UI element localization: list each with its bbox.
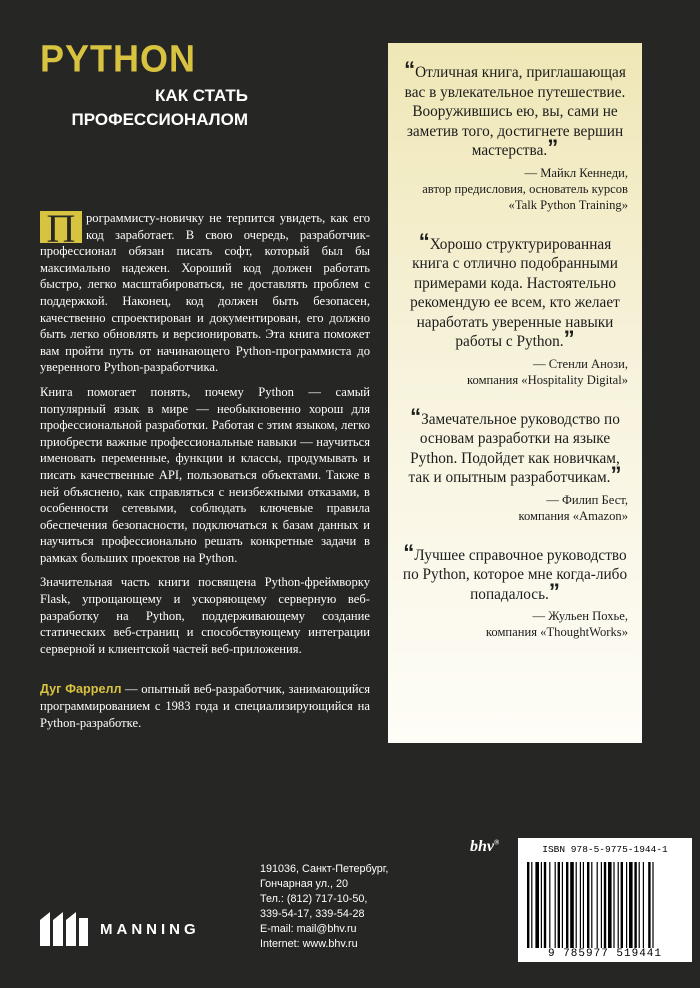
manning-logo-icon: [40, 912, 88, 946]
barcode-bar: [562, 862, 563, 948]
description-p1-text: рограммисту-новичку не терпится увидеть, как его код заработает. В свою очередь, разработчик-профессионал обязан писать софт, который был бы максимально надежен. Хороший код должен работать быстро, легко масштабироваться, не доставлять проблем с поддержкой. Наконец, код должен быть безопасен, качественно спроектирован и документирован, его должно быть легко обновлять и версионировать. Эта книга поможет вам пройти путь от начинающего Python-программиста до уверенного Python-разработчика.: [40, 211, 370, 375]
barcode-bar: [535, 862, 539, 948]
description-paragraph-2: Книга помогает понять, почему Python — самый популярный язык в мире — необыкновенно хорош для профессиональной разработки. Работая с этим языком, легко приобрести важные профессиональные навыки — научиться именовать переменные, функции и классы, продумывать и писать качественные API, пользоваться объектами. Также в ней объяснено, как справляться с неизбежными отказами, в особенности сетевыми, соблюдать ключевые правила обеспечения безопасности, подключаться к базам данных и научиться профессионально решать конкретные задачи в рамках больших проектов на Python.: [40, 384, 370, 565]
review-text: [402, 228, 628, 352]
barcode-bar: [587, 862, 589, 948]
open-quote-mark: “: [418, 228, 430, 254]
barcode-bar: [618, 862, 619, 948]
barcode-bar: [608, 862, 612, 948]
subtitle-line-1: КАК СТАТЬ: [155, 86, 248, 105]
review-source: [402, 165, 628, 213]
bhv-logo-text: bhv: [470, 838, 494, 855]
barcode-bar: [591, 862, 592, 948]
review-author-detail: компания «Amazon»: [518, 508, 628, 523]
barcode-bar: [621, 862, 623, 948]
barcode-bar: [613, 862, 614, 948]
review-text-body: Замечательное руководство по основам разработки на языке Python. Подойдет как новичкам, так и опытным разработчикам.: [408, 410, 620, 486]
close-quote-mark: ”: [610, 462, 622, 487]
barcode-bar: [531, 862, 532, 948]
book-description: [40, 206, 370, 739]
publisher-website: Internet: www.bhv.ru: [260, 938, 358, 950]
title-block: [40, 38, 250, 132]
author-paragraph: [40, 681, 370, 731]
barcode-bar: [639, 862, 640, 948]
open-quote-mark: “: [403, 539, 415, 565]
barcode-bar: [580, 862, 581, 948]
barcode-bar: [626, 862, 627, 948]
review-quote: [402, 57, 628, 213]
reviews-panel: [388, 43, 642, 743]
publisher-address: [260, 862, 410, 952]
barcode-bar: [555, 862, 556, 948]
barcode-bar: [604, 862, 606, 948]
barcode-bar: [643, 862, 644, 948]
review-text: [402, 539, 628, 605]
isbn-barcode: [518, 838, 692, 962]
review-author: — Филип Бест,: [546, 492, 628, 507]
barcode-bar: [558, 862, 560, 948]
book-subtitle: [40, 84, 250, 132]
review-text: [402, 403, 628, 488]
review-author-detail: автор предисловия, основатель курсов «Talk Python Training»: [422, 181, 628, 212]
review-quote: [402, 403, 628, 524]
close-quote-mark: ”: [548, 578, 560, 604]
drop-cap: П: [40, 211, 82, 243]
address-line-2: Гончарная ул., 20: [260, 878, 349, 890]
bhv-logo: [470, 838, 499, 856]
barcode-number: 9 785977 519441: [547, 948, 663, 960]
manning-wordmark: MANNING: [100, 920, 200, 938]
book-title: PYTHON: [40, 36, 197, 80]
description-paragraph-1: [40, 206, 370, 376]
barcode-graphic: [525, 862, 685, 948]
barcode-bar: [597, 862, 598, 948]
review-author: — Стенли Анози,: [533, 356, 628, 371]
barcode-bar: [583, 862, 584, 948]
barcode-bar: [566, 862, 568, 948]
close-quote-mark: ”: [563, 326, 575, 351]
address-line-1: 191036, Санкт-Петербург,: [260, 863, 389, 875]
subtitle-line-2: ПРОФЕССИОНАЛОМ: [71, 110, 248, 129]
registered-mark: ®: [494, 838, 500, 847]
review-text: [402, 57, 628, 161]
review-quote: [402, 228, 628, 388]
isbn-label: ISBN 978-5-9775-1944-1: [542, 844, 668, 855]
review-text-body: Хорошо структурированная книга с отлично подобранными примерами кода. Настоятельно рекомендую ее всем, кто желает наработать уверенные навыки работы с Python.: [410, 235, 620, 350]
review-author-detail: компания «ThoughtWorks»: [485, 625, 628, 639]
barcode-bar: [541, 862, 542, 948]
barcode-bar: [601, 862, 602, 948]
review-source: [402, 608, 628, 640]
phone-line-2: 339-54-17, 339-54-28: [260, 908, 365, 920]
open-quote-mark: “: [410, 403, 422, 429]
manning-logo-block: [40, 912, 200, 946]
review-text-body: Отличная книга, приглашающая вас в увлекательное путешествие. Вооружившись ею, вы, сами не заметив того, достигнете вершин мастерства.: [404, 64, 626, 159]
phone-line-1: Тел.: (812) 717-10-50,: [260, 893, 368, 905]
barcode-bar: [648, 862, 650, 948]
review-quote: [402, 539, 628, 641]
barcode-bar: [527, 862, 529, 948]
barcode-bar: [576, 862, 577, 948]
barcode-bar: [544, 862, 546, 948]
author-bio: — опытный веб-разработчик, занимающийся программированием с 1983 года и специализирующийся на Python-разработке.: [40, 682, 370, 730]
author-name: Дуг Фаррелл: [40, 682, 122, 697]
close-quote-mark: ”: [547, 135, 559, 160]
review-text-body: Лучшее справочное руководство по Python, которое мне когда-либо попадалось.: [402, 546, 628, 603]
publisher-email: E-mail: mail@bhv.ru: [260, 923, 357, 935]
review-source: [402, 492, 628, 524]
barcode-bar: [570, 862, 574, 948]
barcode-bar: [549, 862, 550, 948]
barcode-bar: [652, 862, 653, 948]
barcode-bar: [629, 862, 633, 948]
barcode-bars: [525, 862, 685, 948]
review-author-detail: компания «Hospitality Digital»: [467, 372, 628, 387]
review-author: — Жульен Похье,: [532, 609, 628, 623]
open-quote-mark: “: [404, 57, 416, 82]
barcode-bar: [634, 862, 636, 948]
review-author: — Майкл Кеннеди,: [524, 165, 628, 180]
review-source: [402, 356, 628, 388]
description-paragraph-3: Значительная часть книги посвящена Python-фреймворку Flask, упрощающему и ускоряющему серверную веб-разработку на Python, поддерживающему создание статических веб-страниц и способствующему интеграции серверной и клиентской частей веб-приложения.: [40, 575, 370, 656]
